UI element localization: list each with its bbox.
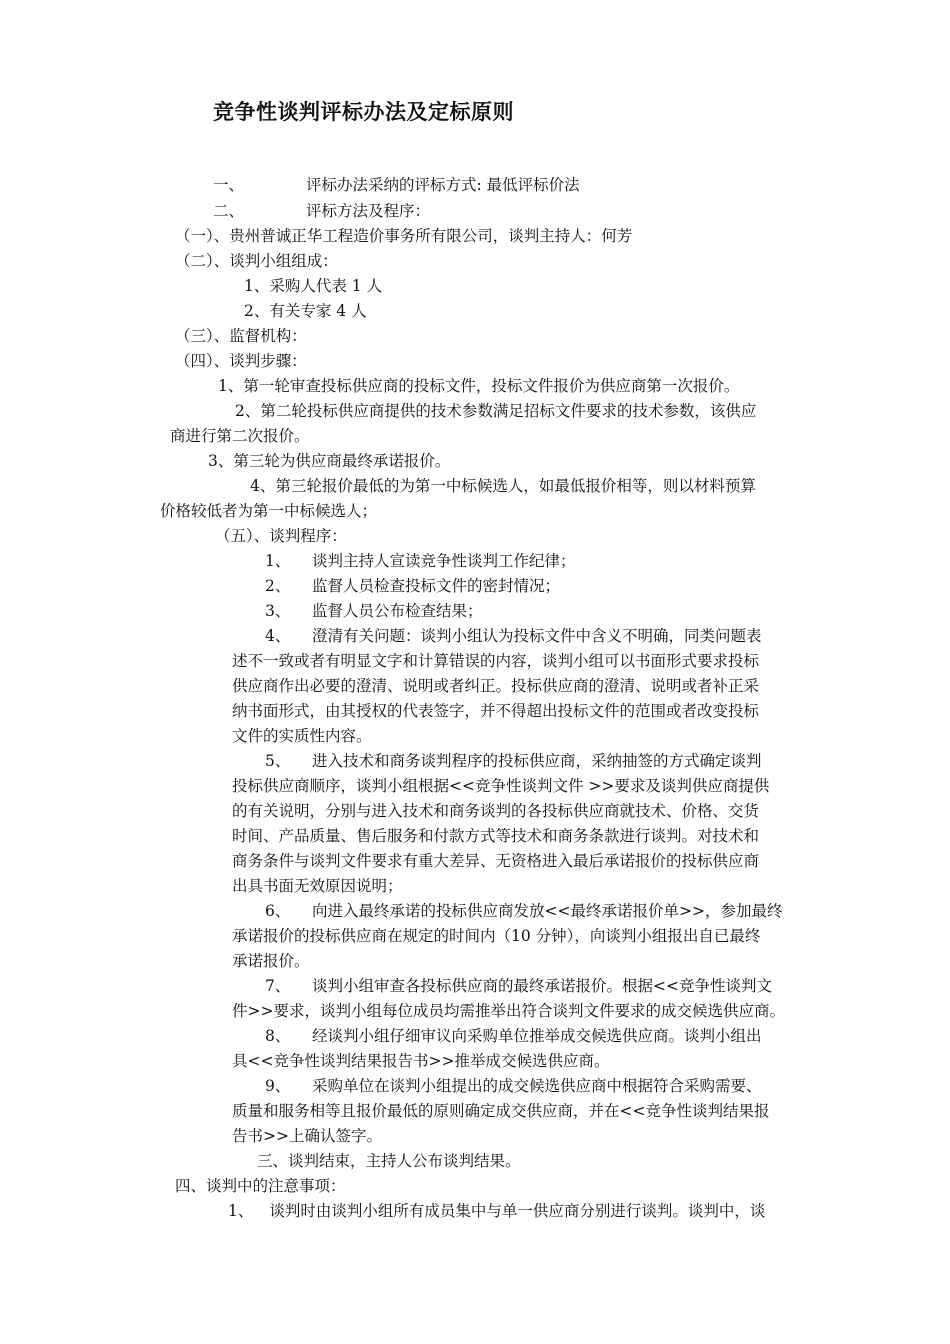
procedure-6-line: 承诺报价。	[232, 952, 310, 970]
procedure-8-line: 经谈判小组仔细审议向采购单位推举成交候选供应商。谈判小组出	[312, 1027, 762, 1045]
procedure-4-number: 4、	[265, 627, 291, 645]
procedure-5-line: 进入技术和商务谈判程序的投标供应商，采纳抽签的方式确定谈判	[312, 752, 762, 770]
procedure-7-number: 7、	[265, 977, 291, 995]
procedure-5-line: 投标供应商顺序，谈判小组根据<<竞争性谈判文件 >>要求及谈判供应商提供	[232, 777, 770, 795]
item-steps: （四）、谈判步骤：	[175, 352, 307, 370]
procedure-4-line: 纳书面形式，由其授权的代表签字，并不得超出投标文件的范围或者改变投标	[232, 702, 760, 720]
procedure-9-line: 质量和服务相等且报价最低的原则确定成交供应商，并在<<竞争性谈判结果报	[232, 1102, 770, 1120]
procedure-5-line: 出具书面无效原因说明；	[232, 877, 403, 895]
procedure-5-line: 商务条件与谈判文件要求有重大差异、无资格进入最后承诺报价的投标供应商	[232, 852, 760, 870]
step-4-line-2: 价格较低者为第一中标候选人；	[160, 502, 378, 520]
procedure-7-line: 谈判小组审查各投标供应商的最终承诺报价。根据<<竞争性谈判文	[312, 977, 772, 995]
procedure-5-line: 的有关说明，分别与进入技术和商务谈判的各投标供应商就技术、价格、交货	[232, 802, 760, 820]
procedure-9-number: 9、	[265, 1077, 291, 1095]
section-4: 四、谈判中的注意事项：	[175, 1177, 346, 1195]
section-1	[213, 172, 580, 198]
procedure-6-number: 6、	[265, 902, 291, 920]
step-3: 3、第三轮为供应商最终承诺报价。	[208, 452, 451, 470]
procedure-5-number: 5、	[265, 752, 291, 770]
procedure-1-line: 谈判主持人宣读竞争性谈判工作纪律；	[312, 552, 576, 570]
procedure-9-line: 告书>>上确认签字。	[232, 1127, 382, 1145]
item-panel: （二）、谈判小组组成：	[175, 252, 338, 270]
procedure-2-line: 监督人员检查投标文件的密封情况；	[312, 577, 561, 595]
procedure-8-line: 具<<竞争性谈判结果报告书>>推举成交候选供应商。	[232, 1052, 610, 1070]
procedure-4-line: 述不一致或者有明显文字和计算错误的内容，谈判小组可以书面形式要求投标	[232, 652, 760, 670]
procedure-3-line: 监督人员公布检查结果；	[312, 602, 483, 620]
panel-member-2: 2、有关专家 4 人	[244, 302, 367, 320]
step-2-line-2: 商进行第二次报价。	[170, 427, 310, 445]
step-1: 1、第一轮审查投标供应商的投标文件，投标文件报价为供应商第一次报价。	[218, 377, 740, 395]
section-2-text: 评标方法及程序：	[306, 202, 431, 220]
procedure-6-line: 向进入最终承诺的投标供应商发放<<最终承诺报价单>>，参加最终	[312, 902, 783, 920]
procedure-3-number: 3、	[265, 602, 291, 620]
note-1-text: 谈判时由谈判小组所有成员集中与单一供应商分别进行谈判。谈判中，谈	[269, 1202, 766, 1220]
section-3: 三、谈判结束，主持人公布谈判结果。	[257, 1152, 521, 1170]
section-2	[213, 198, 430, 224]
document-title: 竞争性谈判评标办法及定标原则	[213, 100, 514, 124]
note-1	[228, 1198, 765, 1224]
procedure-8-number: 8、	[265, 1027, 291, 1045]
procedure-6-line: 承诺报价的投标供应商在规定的时间内（10 分钟），向谈判小组报出自已最终	[232, 927, 761, 945]
procedure-9-line: 采购单位在谈判小组提出的成交候选供应商中根据符合采购需要、	[312, 1077, 762, 1095]
procedure-1-number: 1、	[265, 552, 291, 570]
procedure-5-line: 时间、产品质量、售后服务和付款方式等技术和商务条款进行谈判。对技术和	[232, 827, 760, 845]
procedure-2-number: 2、	[265, 577, 291, 595]
item-host: （一）、贵州普诚正华工程造价事务所有限公司，谈判主持人：何芳	[175, 227, 633, 245]
item-supervision: （三）、监督机构：	[175, 327, 307, 345]
section-1-text: 评标办法采纳的评标方式: 最低评标价法	[306, 176, 580, 194]
item-procedure: （五）、谈判程序：	[215, 527, 347, 545]
step-2-line-1: 2、第二轮投标供应商提供的技术参数满足招标文件要求的技术参数，该供应	[235, 402, 757, 420]
step-4-line-1: 4、第三轮报价最低的为第一中标候选人，如最低报价相等，则以材料预算	[250, 477, 756, 495]
procedure-7-line: 件>>要求，谈判小组每位成员均需推举出符合谈判文件要求的成交候选供应商。	[232, 1002, 785, 1020]
section-2-number: 二、	[213, 202, 245, 220]
panel-member-1: 1、采购人代表 1 人	[244, 277, 383, 295]
procedure-4-line: 文件的实质性内容。	[232, 727, 372, 745]
note-1-number: 1、	[228, 1202, 254, 1220]
section-1-number: 一、	[213, 176, 245, 194]
procedure-4-line: 澄清有关问题：谈判小组认为投标文件中含义不明确，同类问题表	[312, 627, 762, 645]
procedure-4-line: 供应商作出必要的澄清、说明或者纠正。投标供应商的澄清、说明或者补正采	[232, 677, 760, 695]
